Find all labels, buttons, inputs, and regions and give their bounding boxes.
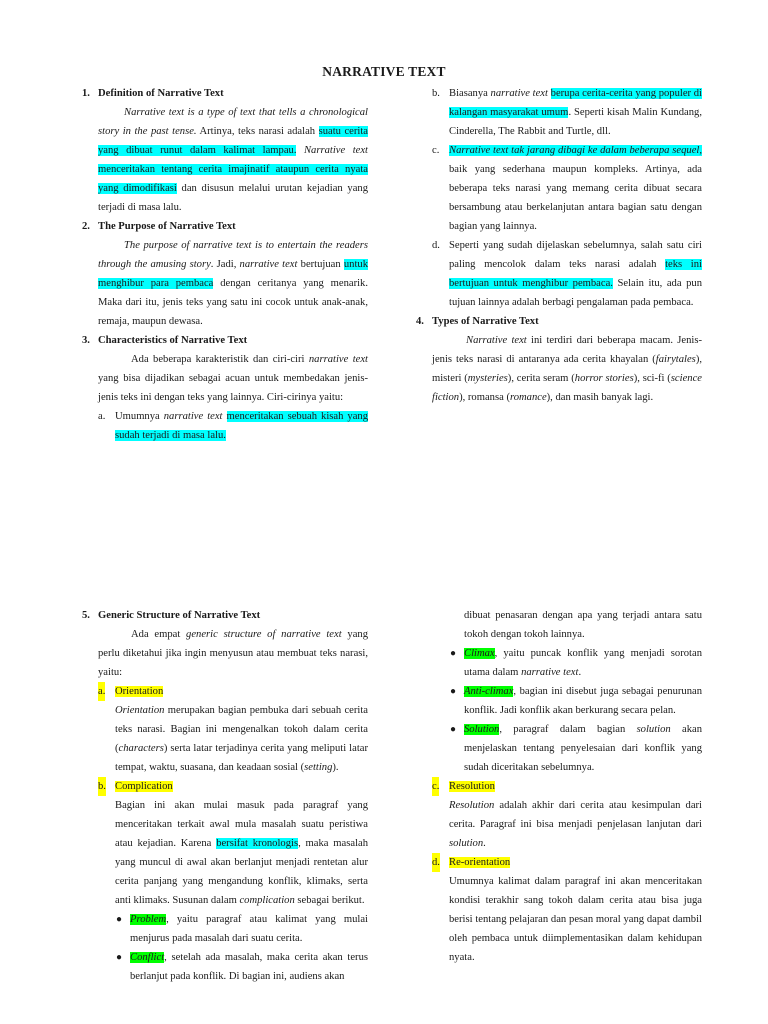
list-item: ● Solution, paragraf dalam bagian solution akan menjelaskan tentang penyelesaian dari konflik yang sudah diceritakan sebelumnya. [450, 724, 702, 773]
characteristic-c: c. Narrative text tak jarang dibagi ke dalam beberapa sequel, baik yang sederhana maupun kompleks. Artinya, ada beberapa teks narasi yang memang cerita dibuat secara bersambung atau berkelanjutan antara bagian satu dengan bagian yang lainnya. [432, 145, 702, 232]
list-item: ● Climax, yaitu puncak konflik yang menjadi sorotan utama dalam narrative text. [450, 648, 702, 678]
structure-b-heading: b. Complication [82, 777, 368, 796]
document-title: NARRATIVE TEXT [322, 64, 446, 79]
structure-a-heading: a. Orientation [82, 682, 368, 701]
section-2-paragraph: The purpose of narrative text is to entertain the readers through the amusing story. Jadi, narrative text bertujuan untuk menghibur para pembaca dengan ceritanya yang menarik. Maka dari itu, jenis teks yang satu ini cocok untuk anak-anak, remaja, maupun dewasa. [98, 240, 368, 327]
characteristic-d: d. Seperti yang sudah dijelaskan sebelumnya, salah satu ciri paling mencolok dalam teks narasi adalah teks ini bertujuan untuk menghibur pembaca. Selain itu, ada pun tujuan lainnya adalah berbagi pengalaman pada pembaca. [432, 240, 702, 308]
structure-c-heading: c. Resolution [416, 777, 702, 796]
characteristic-b: b. Biasanya narrative text berupa cerita-cerita yang populer di kalangan masyarakat umum. Seperti kisah Malin Kundang, Cinderella, The Rabbit and Turtle, dll. [432, 88, 703, 137]
structure-b-body: Bagian ini akan mulai masuk pada paragraf yang menceritakan terkait awal mula masalah suatu peristiwa atau kejadian. Karena bersifat kronologis, maka masalah yang muncul di awal akan berlanjut menjadi rentetan alur cerita panjang yang mengandung konflik, klimaks, serta anti klimaks. Susunan dalam complication sebagai berikut. [115, 800, 369, 906]
section-5-heading: 5. Generic Structure of Narrative Text [82, 610, 261, 621]
section-3-paragraph: Ada beberapa karakteristik dan ciri-ciri narrative text yang bisa dijadikan sebagai acuan untuk membedakan jenis-jenis teks ini dengan teks yang lainnya. Ciri-cirinya yaitu: [98, 354, 368, 403]
top-left-column [82, 84, 368, 445]
bottom-left-column [82, 606, 368, 986]
conflict-continuation: dibuat penasaran dengan apa yang terjadi antara satu tokoh dengan tokoh lainnya. [464, 610, 702, 640]
section-1-paragraph: Narrative text is a type of text that tells a chronological story in the past tense. Artinya, teks narasi adalah suatu cerita yang dibuat runut dalam kalimat lampau. Narrative text menceritakan tentang cerita imajinatif ataupun cerita nyata yang dimodifikasi dan disusun melalui urutan kejadian yang terjadi di masa lalu. [98, 107, 368, 213]
list-item: ● Problem, yaitu paragraf atau kalimat yang mulai menjurus pada masalah dari suatu cerita. [116, 914, 368, 944]
bottom-right-column [416, 606, 702, 967]
structure-d-body: Umumnya kalimat dalam paragraf ini akan menceritakan kondisi terakhir sang tokoh dalam cerita atau bisa juga berisi tentang pelajaran dan pesan moral yang dapat dambil oleh pembaca untuk diimplementasikan dalam kehidupan nyata. [449, 876, 702, 963]
top-right-column [416, 84, 702, 407]
section-4-paragraph: Narrative text ini terdiri dari beberapa macam. Jenis-jenis teks narasi di antaranya ada cerita khayalan (fairytales), misteri (mysteries), cerita seram (horror stories), sci-fi (science fiction), romansa (romance), dan masih banyak lagi. [432, 335, 702, 403]
list-item: ● Conflict, setelah ada masalah, maka cerita akan terus berlanjut pada konflik. Di bagian ini, audiens akan [116, 952, 368, 982]
characteristic-a: a. Umumnya narrative text menceritakan sebuah kisah yang sudah terjadi di masa lalu. [98, 411, 369, 441]
structure-a-body: Orientation merupakan bagian pembuka dari sebuah cerita teks narasi. Bagian ini mengenalkan tokoh dalam cerita (characters) serta latar terjadinya cerita yang meliputi latar tempat, waktu, suasana, dan keadaan sosial (setting). [115, 705, 368, 773]
structure-d-heading: d. Re-orientation [416, 853, 702, 872]
list-item: ● Anti-climax, bagian ini disebut juga sebagai penurunan konflik. Jadi konflik akan berkurang secara pelan. [450, 686, 702, 716]
section-2-heading: 2. The Purpose of Narrative Text [82, 221, 236, 232]
section-5-paragraph: Ada empat generic structure of narrative text yang perlu diketahui jika ingin menyusun atau membuat teks narasi, yaitu: [98, 629, 368, 678]
section-1-heading: 1. Definition of Narrative Text [82, 88, 224, 99]
section-4-heading: 4. Types of Narrative Text [416, 316, 539, 327]
structure-c-body: Resolution adalah akhir dari cerita atau kesimpulan dari cerita. Paragraf ini bisa menjadi penjelasan lanjutan dari solution. [449, 800, 702, 849]
section-3-heading: 3. Characteristics of Narrative Text [82, 335, 248, 346]
